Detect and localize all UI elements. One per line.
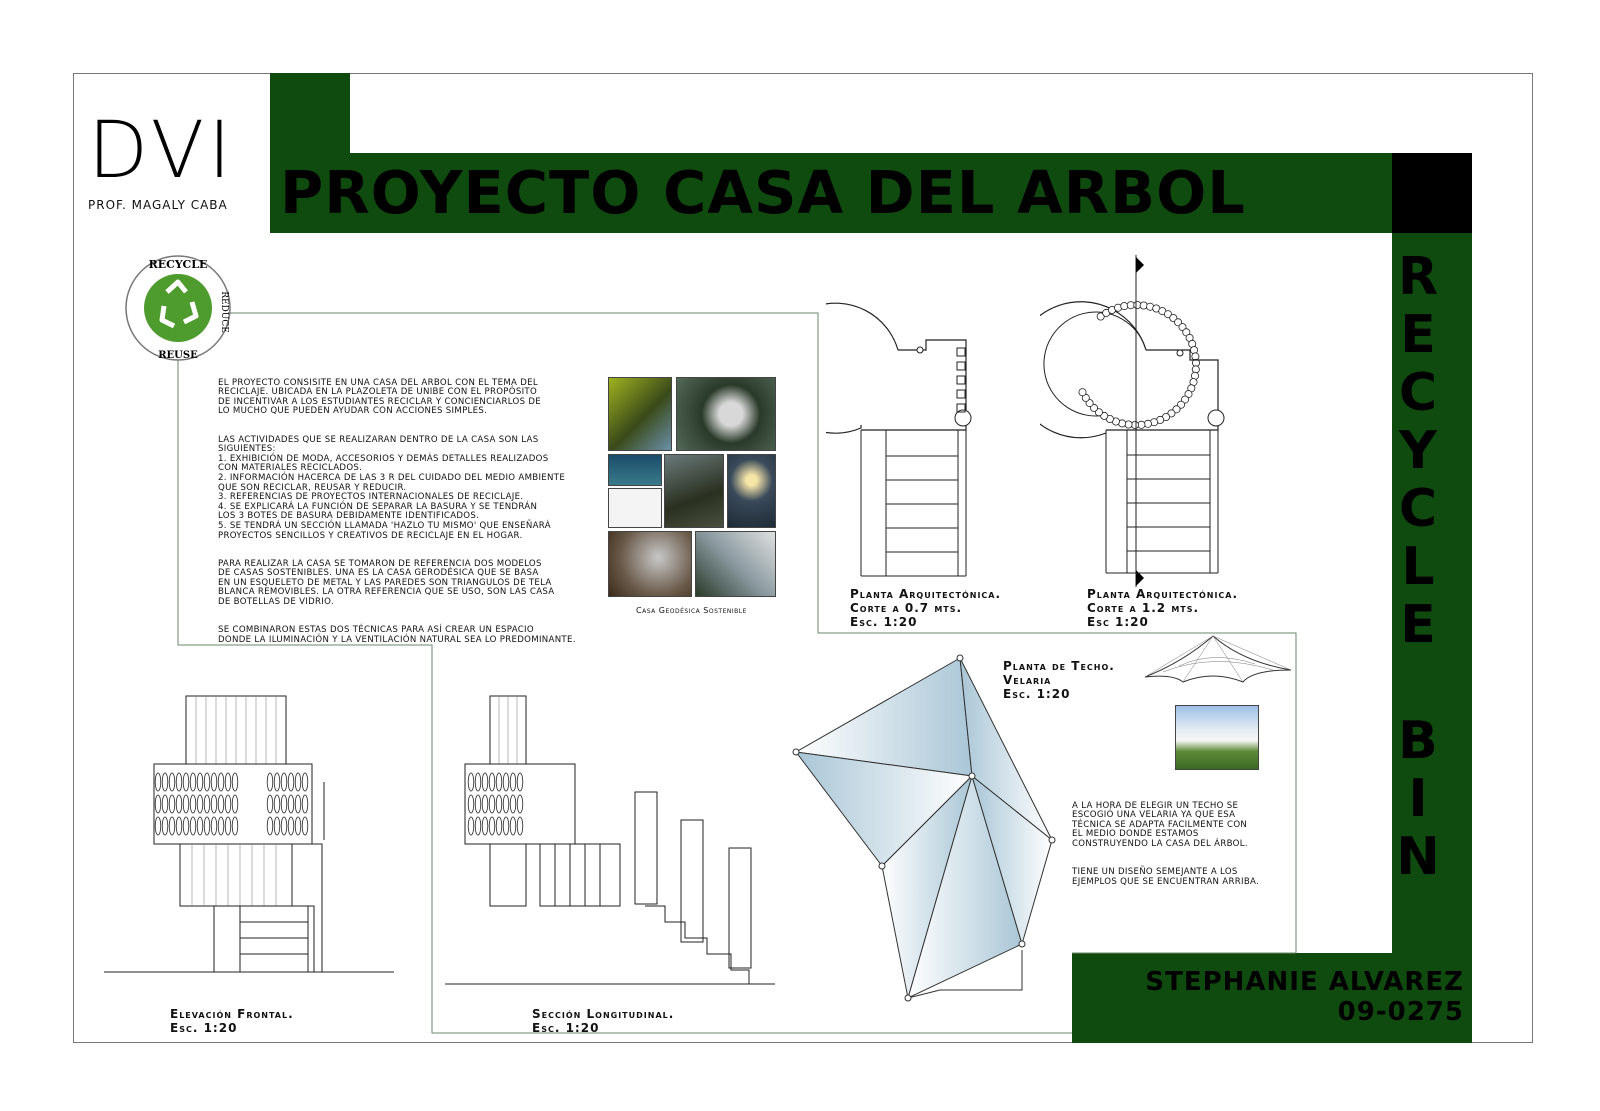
intro-paragraph: PARA REALIZAR LA CASA SE TOMARON DE REFERENCIA DOS MODELOS DE CASAS SOSTENIBLES. UNA ES LA CASA GERODÉSICA QUE SE BASA EN UN ESQUELETO DE METAL Y LAS PAREDES SON TRIANGULOS DE TELA BLANCA REMOVIBLES. LA OTRA REFERENCIA QUE SE USO, SON LAS CASA DE BOTELLAS DE VIDRIO.	[218, 558, 555, 608]
bottle-mark	[232, 773, 238, 791]
side-letter: B	[1398, 711, 1438, 771]
bottle-mark	[517, 817, 523, 835]
bottle-ring-mark	[1192, 353, 1199, 360]
bottle-mark	[183, 773, 189, 791]
bottle-mark	[489, 817, 495, 835]
bottle-mark	[162, 817, 168, 835]
bottle-mark	[225, 817, 231, 835]
bottle-mark	[503, 817, 509, 835]
side-letter: C	[1398, 479, 1438, 539]
bottle-mark	[155, 773, 161, 791]
bottle-mark	[155, 795, 161, 813]
bottle-mark	[204, 773, 210, 791]
bottle-mark	[475, 773, 481, 791]
floor-plan-cut-12	[1040, 255, 1230, 590]
bottle-ring-mark	[1079, 389, 1086, 396]
bottle-mark	[225, 795, 231, 813]
bottle-mark	[183, 817, 189, 835]
bottle-mark	[267, 817, 273, 835]
bottle-mark	[190, 795, 196, 813]
bottle-mark	[482, 817, 488, 835]
bottle-mark	[176, 795, 182, 813]
bottle-mark	[302, 773, 308, 791]
bottle-mark	[295, 817, 301, 835]
bottle-mark	[302, 795, 308, 813]
bottle-mark	[288, 817, 294, 835]
bottle-mark	[197, 795, 203, 813]
bottle-mark	[169, 795, 175, 813]
photo-sketch-dome	[608, 488, 662, 528]
bottle-mark	[218, 795, 224, 813]
collage-caption: Casa Geodésica Sostenible	[636, 606, 747, 615]
bottle-mark	[281, 773, 287, 791]
side-letter: C	[1398, 363, 1438, 423]
badge-recycle-text: RECYCLE	[148, 258, 208, 271]
roof-plan-velaria	[790, 650, 1070, 1010]
roof-paragraph: TIENE UN DISEÑO SEMEJANTE A LOS EJEMPLOS QUE SE ENCUENTRAN ARRIBA.	[1072, 867, 1260, 887]
bottle-ring-mark	[1140, 302, 1147, 309]
bottle-ring-mark	[1125, 421, 1132, 428]
photo-blue-dome	[608, 454, 662, 486]
intro-text	[218, 369, 608, 655]
bottle-mark	[517, 773, 523, 791]
professor-name: PROF. MAGALY CABA	[88, 198, 228, 212]
side-letter: L	[1401, 537, 1435, 597]
bottle-mark	[183, 795, 189, 813]
bottle-mark	[155, 817, 161, 835]
bottle-mark	[162, 795, 168, 813]
bottle-mark	[267, 795, 273, 813]
bottle-mark	[232, 795, 238, 813]
side-letter: E	[1400, 595, 1436, 655]
bottle-mark	[169, 773, 175, 791]
bottle-mark	[503, 773, 509, 791]
bottle-mark	[302, 817, 308, 835]
author-id: 09-0275	[1337, 997, 1464, 1027]
recycle-badge-icon	[122, 252, 234, 364]
velaria-photo	[1175, 705, 1259, 770]
photo-triangle-view	[695, 531, 776, 597]
bottle-mark	[267, 773, 273, 791]
dvi-logo: DVI	[88, 106, 236, 196]
bottle-mark	[295, 795, 301, 813]
elevation-label: Elevación Frontal. Esc. 1:20	[170, 1007, 294, 1035]
author-name: STEPHANIE ALVAREZ	[1145, 967, 1464, 997]
side-letter: Y	[1399, 421, 1437, 481]
bottle-mark	[482, 795, 488, 813]
bottle-mark	[211, 795, 217, 813]
bottle-mark	[176, 773, 182, 791]
bottle-mark	[190, 817, 196, 835]
roof-paragraph: A LA HORA DE ELEGIR UN TECHO SE ESCOGIÓ UNA VELARIA YA QUE ESA TÉCNICA SE ADAPTA FACILMENTE CON EL MEDIO DONDE ESTAMOS CONSTRUYENDO LA CASA DEL ÁRBOL.	[1072, 800, 1248, 849]
intro-paragraph: SE COMBINARON ESTAS DOS TÉCNICAS PARA ASÍ CREAR UN ESPACIO DONDE LA ILUMINACIÓN Y LA VENTILACIÓN NATURAL SEA LO PREDOMINANTE.	[218, 625, 576, 645]
roof-description	[1072, 792, 1292, 897]
side-letter: I	[1408, 769, 1428, 829]
bottle-ring-mark	[1121, 303, 1128, 310]
bottle-mark	[204, 817, 210, 835]
photo-geodesic-yellow	[608, 377, 672, 451]
bottle-mark	[204, 795, 210, 813]
badge-reuse-text: REUSE	[158, 350, 198, 361]
bottle-mark	[468, 817, 474, 835]
badge-reduce-text: REDUCE	[219, 291, 229, 333]
bottle-mark	[475, 795, 481, 813]
side-letter: N	[1396, 827, 1440, 887]
longitudinal-section	[445, 690, 785, 1000]
bottle-ring-mark	[1144, 420, 1151, 427]
bottle-mark	[295, 773, 301, 791]
bottle-mark	[218, 773, 224, 791]
side-letter: E	[1400, 305, 1436, 365]
bottle-mark	[211, 773, 217, 791]
photo-tree-canopy	[664, 454, 724, 528]
bottle-mark	[281, 795, 287, 813]
page-title: PROYECTO CASA DEL ARBOL	[280, 158, 1246, 227]
side-letter: R	[1397, 247, 1439, 307]
bottle-mark	[274, 773, 280, 791]
roof-label: Planta de Techo. Velaria Esc. 1:20	[1003, 659, 1115, 701]
bottle-ring-mark	[1131, 421, 1138, 428]
bottle-mark	[288, 773, 294, 791]
bottle-mark	[274, 795, 280, 813]
plan1-label: Planta Arquitectónica. Corte a 0.7 mts. Esc. 1:20	[850, 587, 1002, 629]
bottle-mark	[496, 773, 502, 791]
bottle-mark	[503, 795, 509, 813]
bottle-mark	[176, 817, 182, 835]
velaria-sketch	[1143, 632, 1293, 687]
bottle-mark	[468, 795, 474, 813]
bottle-mark	[517, 795, 523, 813]
intro-paragraph: LAS ACTIVIDADES QUE SE REALIZARAN DENTRO DE LA CASA SON LAS SIGUIENTES: 1. EXHIBICIÓN DE MODA, ACCESORIOS Y DEMÁS DETALLES REALIZADOS CON MATERIALES RECICLADOS. 2. INFORMACIÓN HACERCA DE LAS 3 R DEL CUIDADO DEL MEDIO AMBIENTE QUE SON RECICLAR, REUSAR Y REDUCIR. 3. REFERENCIAS DE PROYECTOS INTERNACIONALES DE RECICLAJE. 4. SE EXPLICARÁ LA FUNCIÓN DE SEPARAR LA BASURA Y SE TENDRÁN LOS 3 BOTES DE BASURA DEBIDAMENTE IDENTIFICADOS. 5. SE TENDRÁ UN SECCIÓN LLAMADA 'HAZLO TU MISMO' QUE ENSEÑARÁ PROYECTOS SENCILLOS Y CREATIVOS DE RECICLAJE EN EL HOGAR.	[218, 434, 566, 541]
photo-dome-in-trees	[676, 377, 776, 451]
bottle-mark	[225, 773, 231, 791]
floor-plan-cut-07	[826, 290, 996, 580]
bottle-mark	[489, 795, 495, 813]
photo-dome-interior	[608, 531, 692, 597]
front-elevation	[104, 690, 404, 1000]
bottle-mark	[211, 817, 217, 835]
bottle-mark	[197, 817, 203, 835]
bottle-mark	[510, 795, 516, 813]
bottle-mark	[190, 773, 196, 791]
bottle-mark	[510, 817, 516, 835]
photo-lamp-dusk	[727, 454, 776, 528]
bottle-mark	[475, 817, 481, 835]
bottle-mark	[489, 773, 495, 791]
bottle-mark	[232, 817, 238, 835]
bottle-mark	[281, 817, 287, 835]
plan2-label: Planta Arquitectónica. Corte a 1.2 mts. Esc 1:20	[1087, 587, 1239, 629]
intro-paragraph: EL PROYECTO CONSISITE EN UNA CASA DEL ARBOL CON EL TEMA DEL RECICLAJE. UBICADA EN LA PLAZOLETA DE UNIBE CON EL PROPÓSITO DE INCENTIVAR A LOS ESTUDIANTES RECICLAR Y CONCIENCIARLOS DE LO MUCHO QUE PUEDEN AYUDAR CON ACCIONES SIMPLES.	[218, 377, 542, 417]
bottle-mark	[288, 795, 294, 813]
section-label: Sección Longitudinal. Esc. 1:20	[532, 1007, 675, 1035]
bottle-mark	[197, 773, 203, 791]
bottle-mark	[162, 773, 168, 791]
bottle-mark	[496, 795, 502, 813]
bottle-mark	[218, 817, 224, 835]
bottle-mark	[510, 773, 516, 791]
bottle-mark	[169, 817, 175, 835]
bottle-mark	[468, 773, 474, 791]
bottle-mark	[496, 817, 502, 835]
bottle-mark	[274, 817, 280, 835]
bottle-mark	[482, 773, 488, 791]
